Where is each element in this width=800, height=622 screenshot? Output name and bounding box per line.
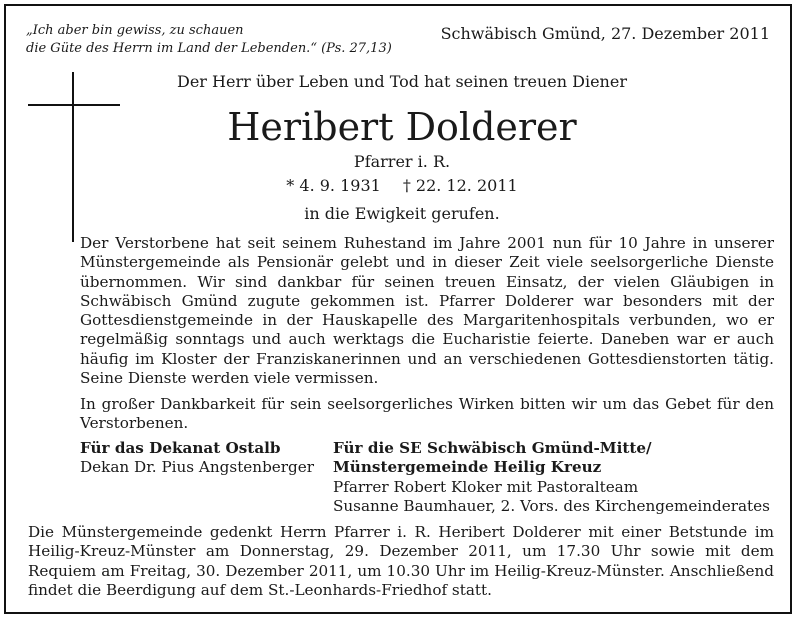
death-date: † 22. 12. 2011 [402,176,518,195]
memorial-service-paragraph: Die Münstergemeinde gedenkt Herrn Pfarrer i. R. Heribert Dolderer mit einer Betstunde im Heilig-Kreuz-Münster am Donnerstag, 29. Dezember 2011, um 17.30 Uhr sowie mit dem Requiem am Freitag, 30. Dezember 2011, um 10.30 Uhr im Heilig-Kreuz-Münster. Anschließend findet die Beerdigung auf dem St.-Leonhards-Friedhof statt. [28,523,774,599]
birth-date: * 4. 9. 1931 [286,176,381,195]
signature-parish-name-2: Susanne Baumhauer, 2. Vors. des Kirchengemeinderates [333,496,770,515]
place-and-date: Schwäbisch Gmünd, 27. Dezember 2011 [440,24,770,43]
signature-parish-name-1: Pfarrer Robert Kloker mit Pastoralteam [333,477,639,496]
psalm-line-1: „Ich aber bin gewiss, zu schauen [26,23,244,38]
body-paragraph-2: In großer Dankbarkeit für sein seelsorgerliches Wirken bitten wir um das Gebet für den Verstorbenen. [80,395,774,433]
deceased-name: Heribert Dolderer [227,105,577,149]
intro-line: Der Herr über Leben und Tod hat seinen treuen Diener [177,72,627,91]
life-dates [2,176,800,195]
signature-dekanat [80,439,314,478]
signature-dekanat-name: Dekan Dr. Pius Angstenberger [80,458,315,477]
signature-parish [333,439,770,516]
psalm-quote [26,22,392,58]
obituary-frame [4,4,792,614]
signature-parish-heading-1: Für die SE Schwäbisch Gmünd-Mitte/ [333,439,652,457]
deceased-title: Pfarrer i. R. [353,152,451,171]
called-to-eternity: in die Ewigkeit gerufen. [304,204,500,223]
psalm-line-2: die Güte des Herrn im Land der Lebenden.“ (Ps. 27,13) [26,41,392,56]
signature-dekanat-heading: Für das Dekanat Ostalb [80,439,281,457]
body-paragraph-1: Der Verstorbene hat seit seinem Ruhestand im Jahre 2001 nun für 10 Jahre in unserer Münstergemeinde als Pensionär gelebt und in dieser Zeit viele seelsorgerliche Dienste übernommen. Wir sind dankbar für seinen treuen Einsatz, der vielen Gläubigen in Schwäbisch Gmünd zugute gekommen ist. Pfarrer Dolderer war besonders mit der Gottesdienstgemeinde in der Hauskapelle des Margaritenhospitals verbunden, wo er regelmäßig sonntags und auch werktags die Eucharistie feierte. Daneben war er auch häufig im Kloster der Franziskanerinnen und an verschiedenen Gottesdienstorten tätig. Seine Dienste werden viele vermissen. [80,234,774,388]
signature-parish-heading-2: Münstergemeinde Heilig Kreuz [333,458,602,477]
